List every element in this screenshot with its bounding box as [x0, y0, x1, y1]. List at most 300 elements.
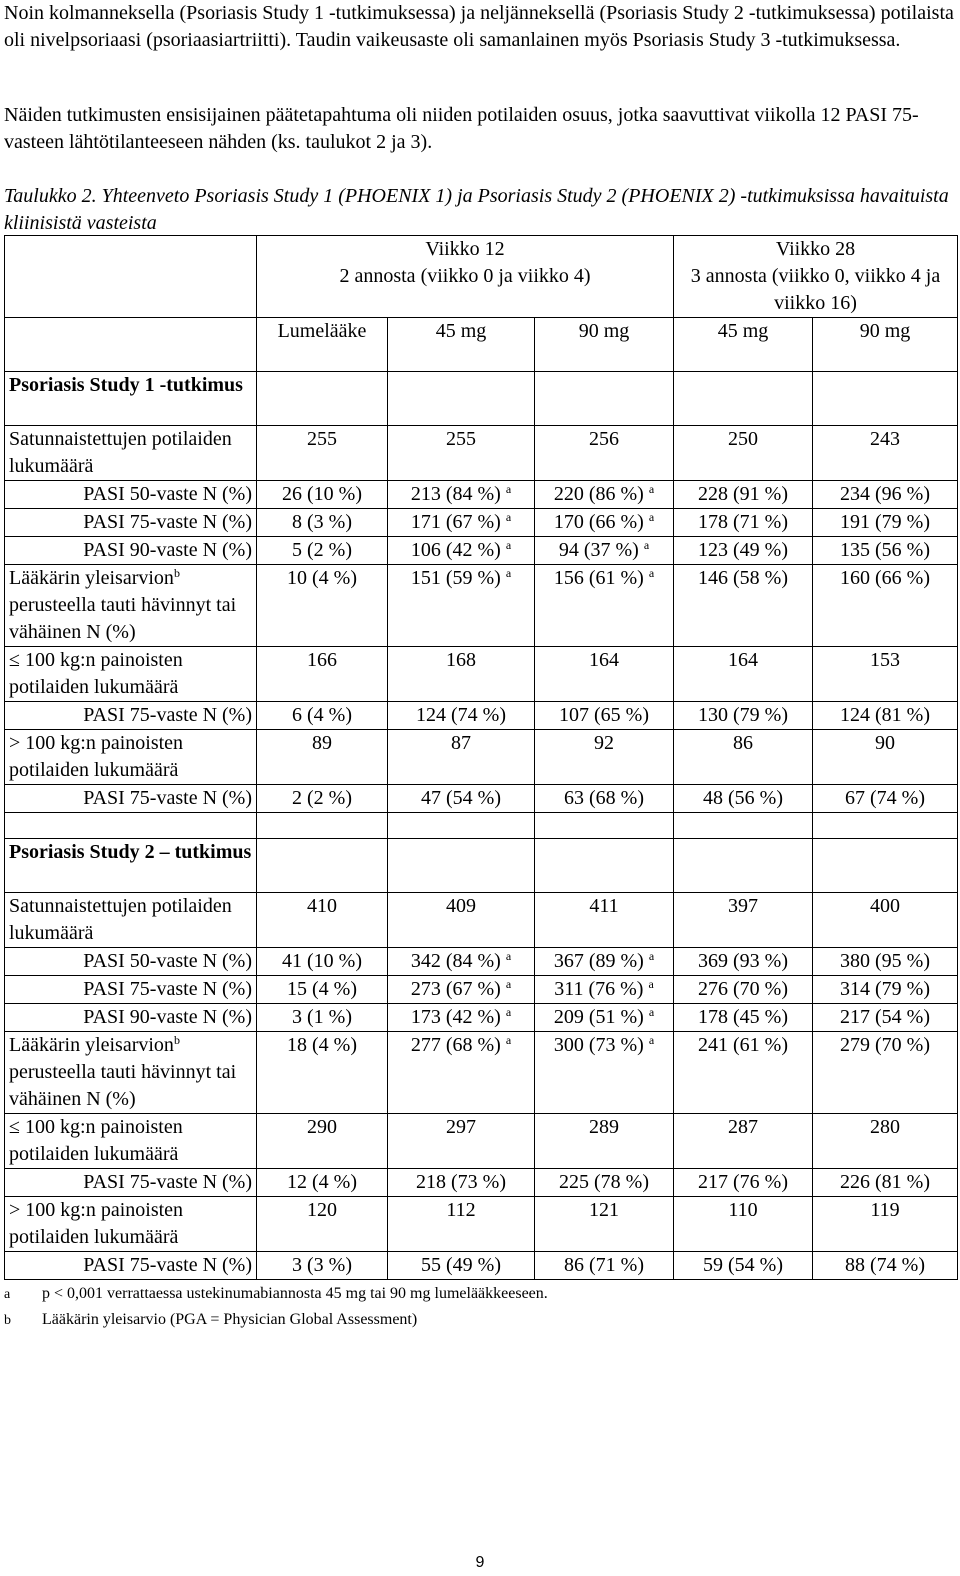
- row-label: [5, 702, 257, 730]
- dose-header-1: 45 mg: [388, 318, 535, 372]
- cell-value: 123 (49 %): [698, 539, 788, 561]
- table-cell: [388, 893, 535, 948]
- cell-value: 277 (68 %): [410, 1034, 501, 1056]
- cell-value: 314 (79 %): [840, 978, 930, 1000]
- table-cell: [813, 1114, 958, 1169]
- table-cell: [813, 730, 958, 785]
- cell-value: 255: [446, 428, 476, 450]
- cell-value: 135 (56 %): [840, 539, 930, 561]
- cell-value: 3 (1 %): [292, 1006, 352, 1028]
- cell-value: 289: [589, 1116, 619, 1138]
- cell-value: 170 (66 %): [553, 511, 644, 533]
- table-row: [5, 1032, 958, 1114]
- dose-header-2: 90 mg: [535, 318, 674, 372]
- cell-value: 209 (51 %): [553, 1006, 644, 1028]
- table-cell: [388, 509, 535, 537]
- table-cell: [535, 481, 674, 509]
- table-cell: [813, 481, 958, 509]
- table-cell: [674, 1032, 813, 1114]
- cell-value: 48 (56 %): [703, 787, 783, 809]
- empty-cell: [813, 839, 958, 893]
- empty-cell: [257, 372, 388, 426]
- cell-value: 342 (84 %): [410, 950, 501, 972]
- cell-value: 273 (67 %): [410, 978, 501, 1000]
- cell-value: 124 (81 %): [840, 704, 930, 726]
- table-cell: [674, 1114, 813, 1169]
- row-label: [5, 1032, 257, 1114]
- table-cell: [674, 1252, 813, 1280]
- significance-marker: a: [505, 566, 512, 580]
- table-row: [5, 1004, 958, 1032]
- table-cell: [257, 426, 388, 481]
- cell-value: 411: [589, 895, 619, 917]
- table-cell: [813, 565, 958, 647]
- cell-value: 311 (76 %): [554, 978, 644, 1000]
- table-cell: [388, 1004, 535, 1032]
- cell-value: 256: [589, 428, 619, 450]
- table-cell: [257, 702, 388, 730]
- cell-value: 228 (91 %): [698, 483, 788, 505]
- empty-cell: [535, 372, 674, 426]
- table-cell: [813, 893, 958, 948]
- row-label-text: PASI 50-vaste N (%): [83, 950, 252, 972]
- table-cell: [535, 509, 674, 537]
- table-row: [5, 481, 958, 509]
- table-cell: [388, 1114, 535, 1169]
- significance-marker: a: [643, 538, 650, 552]
- table-cell: [674, 1004, 813, 1032]
- table-row: [5, 565, 958, 647]
- table-cell: [257, 1032, 388, 1114]
- table-cell: [813, 976, 958, 1004]
- significance-marker: a: [648, 1005, 655, 1019]
- cell-value: 380 (95 %): [840, 950, 930, 972]
- empty-cell: [813, 813, 958, 839]
- table-cell: [388, 948, 535, 976]
- significance-marker: a: [505, 510, 512, 524]
- empty-cell: [257, 839, 388, 893]
- table-cell: [535, 730, 674, 785]
- cell-value: 226 (81 %): [840, 1171, 930, 1193]
- significance-marker: a: [505, 1005, 512, 1019]
- significance-marker: a: [648, 482, 655, 496]
- table-cell: [535, 647, 674, 702]
- table-cell: [674, 509, 813, 537]
- cell-value: 191 (79 %): [840, 511, 930, 533]
- cell-value: 86: [733, 732, 754, 754]
- table-row: [5, 1197, 958, 1252]
- cell-value: 255: [307, 428, 337, 450]
- row-label: [5, 647, 257, 702]
- row-label-text: ≤ 100 kg:n painoisten potilaiden lukumäärä: [9, 649, 183, 698]
- empty-cell: [674, 372, 813, 426]
- cell-value: 168: [446, 649, 476, 671]
- row-label: [5, 1114, 257, 1169]
- cell-value: 88 (74 %): [845, 1254, 925, 1276]
- cell-value: 47 (54 %): [421, 787, 501, 809]
- footnote-a: [4, 1284, 954, 1305]
- table-cell: [535, 1252, 674, 1280]
- table-cell: [535, 1032, 674, 1114]
- cell-value: 397: [728, 895, 759, 917]
- cell-value: 67 (74 %): [845, 787, 925, 809]
- significance-marker: a: [648, 566, 655, 580]
- cell-value: 173 (42 %): [410, 1006, 501, 1028]
- significance-marker: a: [505, 538, 512, 552]
- table-cell: [388, 565, 535, 647]
- row-label-text: PASI 90-vaste N (%): [83, 1006, 252, 1028]
- table-row: [5, 537, 958, 565]
- week28-title: Viikko 28: [775, 238, 856, 260]
- row-label: [5, 893, 257, 948]
- dose-header-0: Lumelääke: [257, 318, 388, 372]
- empty-cell: [674, 839, 813, 893]
- cell-value: 217 (54 %): [840, 1006, 930, 1028]
- cell-value: 3 (3 %): [292, 1254, 352, 1276]
- table-cell: [674, 481, 813, 509]
- row-label: [5, 976, 257, 1004]
- table-cell: [535, 1004, 674, 1032]
- cell-value: 63 (68 %): [564, 787, 644, 809]
- row-label: [5, 509, 257, 537]
- cell-value: 112: [446, 1199, 476, 1221]
- table-cell: [813, 647, 958, 702]
- cell-value: 178 (45 %): [698, 1006, 788, 1028]
- table-cell: [535, 785, 674, 813]
- row-label-text: Satunnaistettujen potilaiden lukumäärä: [9, 428, 232, 477]
- cell-value: 89: [312, 732, 332, 754]
- header-week12: [257, 236, 674, 318]
- table-cell: [388, 976, 535, 1004]
- table-cell: [388, 481, 535, 509]
- cell-value: 6 (4 %): [292, 704, 352, 726]
- table-row: [5, 702, 958, 730]
- table-cell: [388, 730, 535, 785]
- table-cell: [813, 948, 958, 976]
- empty-cell: [535, 839, 674, 893]
- table-cell: [813, 1169, 958, 1197]
- cell-value: 213 (84 %): [410, 483, 501, 505]
- cell-value: 15 (4 %): [287, 978, 357, 1000]
- row-label: [5, 1004, 257, 1032]
- cell-value: 178 (71 %): [698, 511, 788, 533]
- row-label: [5, 426, 257, 481]
- table-cell: [535, 426, 674, 481]
- table-cell: [535, 1114, 674, 1169]
- table-cell: [674, 1197, 813, 1252]
- row-label: [5, 565, 257, 647]
- cell-value: 18 (4 %): [287, 1034, 357, 1056]
- table-cell: [813, 785, 958, 813]
- intro-paragraph-2: Näiden tutkimusten ensisijainen päätetapahtuma oli niiden potilaiden osuus, jotka saavuttivat viikolla 12 PASI 75-vasteen lähtötilanteeseen nähden (ks. taulukot 2 ja 3).: [4, 104, 919, 153]
- empty-cell: [388, 372, 535, 426]
- cell-value: 164: [589, 649, 619, 671]
- table-cell: [674, 426, 813, 481]
- table-cell: [257, 785, 388, 813]
- cell-value: 153: [870, 649, 901, 671]
- table-row: [5, 730, 958, 785]
- significance-marker: a: [505, 977, 512, 991]
- page-number: 9: [475, 1554, 485, 1571]
- row-label-text: ≤ 100 kg:n painoisten potilaiden lukumäärä: [9, 1116, 183, 1165]
- cell-value: 87: [451, 732, 471, 754]
- table-cell: [813, 1032, 958, 1114]
- row-label-text: PASI 75-vaste N (%): [83, 978, 252, 1000]
- table-cell: [674, 785, 813, 813]
- row-label-text: Lääkärin yleisarvion: [9, 567, 174, 589]
- table-cell: [388, 785, 535, 813]
- empty-cell: [535, 813, 674, 839]
- cell-value: 2 (2 %): [292, 787, 352, 809]
- significance-marker: a: [505, 949, 512, 963]
- table-cell: [257, 1114, 388, 1169]
- table-cell: [535, 1169, 674, 1197]
- table-cell: [535, 948, 674, 976]
- row-label-text: > 100 kg:n painoisten potilaiden lukumäärä: [9, 1199, 184, 1248]
- cell-value: 410: [307, 895, 337, 917]
- study2-title-row: [5, 839, 958, 893]
- table-cell: [813, 1004, 958, 1032]
- cell-value: 279 (70 %): [840, 1034, 930, 1056]
- footnote-text: Lääkärin yleisarvio (PGA = Physician Global Assessment): [42, 1311, 418, 1328]
- table-cell: [674, 948, 813, 976]
- week28-subtitle: 3 annosta (viikko 0, viikko 4 ja viikko 16): [690, 265, 941, 314]
- cell-value: 217 (76 %): [698, 1171, 788, 1193]
- row-label-text: PASI 50-vaste N (%): [83, 483, 252, 505]
- study2-title: Psoriasis Study 2 – tutkimus: [5, 839, 257, 893]
- table-cell: [674, 702, 813, 730]
- week12-title: Viikko 12: [425, 238, 505, 260]
- table-cell: [257, 509, 388, 537]
- study1-title: Psoriasis Study 1 -tutkimus: [5, 372, 257, 426]
- week12-subtitle: 2 annosta (viikko 0 ja viikko 4): [339, 265, 591, 287]
- empty-cell: [388, 839, 535, 893]
- row-label-text: PASI 90-vaste N (%): [83, 539, 252, 561]
- cell-value: 297: [446, 1116, 476, 1138]
- table-cell: [813, 426, 958, 481]
- significance-marker: a: [648, 977, 654, 991]
- empty-cell: [257, 813, 388, 839]
- significance-marker: a: [505, 1033, 512, 1047]
- table-cell: [388, 426, 535, 481]
- row-label: [5, 1169, 257, 1197]
- cell-value: 250: [728, 428, 759, 450]
- cell-value: 121: [589, 1199, 619, 1221]
- table-cell: [535, 1197, 674, 1252]
- cell-value: 92: [594, 732, 614, 754]
- cell-value: 41 (10 %): [282, 950, 362, 972]
- row-label-text: PASI 75-vaste N (%): [83, 787, 252, 809]
- table-cell: [257, 1197, 388, 1252]
- table-cell: [535, 537, 674, 565]
- cell-value: 164: [728, 649, 759, 671]
- footnote-text: p < 0,001 verrattaessa ustekinumabiannosta 45 mg tai 90 mg lumelääkkeeseen.: [42, 1285, 548, 1302]
- cell-value: 400: [870, 895, 901, 917]
- table-cell: [388, 647, 535, 702]
- table-row: [5, 976, 958, 1004]
- cell-value: 287: [728, 1116, 759, 1138]
- cell-value: 146 (58 %): [698, 567, 788, 589]
- footnote-mark: a: [4, 1287, 11, 1302]
- table-cell: [257, 893, 388, 948]
- dose-header-3: 45 mg: [674, 318, 813, 372]
- empty-cell: [5, 813, 257, 839]
- cell-value: 124 (74 %): [416, 704, 506, 726]
- cell-value: 12 (4 %): [287, 1171, 357, 1193]
- row-label: [5, 1252, 257, 1280]
- cell-value: 55 (49 %): [421, 1254, 501, 1276]
- cell-value: 106 (42 %): [410, 539, 501, 561]
- cell-value: 26 (10 %): [282, 483, 362, 505]
- table-cell: [388, 702, 535, 730]
- header-empty-cell: [5, 236, 257, 318]
- table-cell: [257, 1004, 388, 1032]
- table-caption: Taulukko 2. Yhteenveto Psoriasis Study 1 (PHOENIX 1) ja Psoriasis Study 2 (PHOENIX 2) -tutkimuksissa havaituista kliinisistä vasteista: [4, 185, 949, 234]
- cell-value: 234 (96 %): [840, 483, 930, 505]
- row-label-text: PASI 75-vaste N (%): [83, 704, 252, 726]
- cell-value: 166: [307, 649, 337, 671]
- empty-cell: [813, 372, 958, 426]
- cell-value: 367 (89 %): [553, 950, 644, 972]
- cell-value: 130 (79 %): [698, 704, 788, 726]
- row-label-text: PASI 75-vaste N (%): [83, 1171, 252, 1193]
- cell-value: 120: [307, 1199, 337, 1221]
- cell-value: 107 (65 %): [559, 704, 649, 726]
- table-cell: [813, 537, 958, 565]
- header-week28: [674, 236, 958, 318]
- table-cell: [674, 647, 813, 702]
- table-row: [5, 509, 958, 537]
- table-cell: [257, 976, 388, 1004]
- row-label-text: PASI 75-vaste N (%): [83, 1254, 252, 1276]
- table-row: [5, 1169, 958, 1197]
- header-row-weeks: [5, 236, 958, 318]
- table-cell: [813, 509, 958, 537]
- cell-value: 8 (3 %): [292, 511, 352, 533]
- row-label-text: Satunnaistettujen potilaiden lukumäärä: [9, 895, 232, 944]
- cell-value: 225 (78 %): [559, 1171, 649, 1193]
- footnote-mark: b: [4, 1313, 11, 1328]
- cell-value: 59 (54 %): [703, 1254, 783, 1276]
- table-cell: [388, 537, 535, 565]
- empty-cell: [674, 813, 813, 839]
- table-cell: [813, 702, 958, 730]
- table-row: [5, 948, 958, 976]
- cell-value: 241 (61 %): [698, 1034, 788, 1056]
- cell-value: 156 (61 %): [553, 567, 644, 589]
- cell-value: 409: [446, 895, 476, 917]
- row-label: [5, 1197, 257, 1252]
- table-cell: [388, 1032, 535, 1114]
- cell-value: 160 (66 %): [840, 567, 930, 589]
- cell-value: 10 (4 %): [287, 567, 357, 589]
- table-cell: [674, 537, 813, 565]
- cell-value: 276 (70 %): [698, 978, 788, 1000]
- row-label-text-2: perusteella tauti hävinnyt tai vähäinen N (%): [9, 594, 237, 643]
- dose-header-4: 90 mg: [813, 318, 958, 372]
- row-label: [5, 785, 257, 813]
- row-label: [5, 481, 257, 509]
- table-cell: [674, 976, 813, 1004]
- table-row: [5, 785, 958, 813]
- cell-value: 220 (86 %): [553, 483, 644, 505]
- cell-value: 110: [728, 1199, 758, 1221]
- significance-marker: a: [648, 949, 655, 963]
- table-cell: [257, 537, 388, 565]
- table-cell: [257, 948, 388, 976]
- table-cell: [535, 702, 674, 730]
- row-label: [5, 948, 257, 976]
- row-label-text: Lääkärin yleisarvion: [9, 1034, 174, 1056]
- empty-cell: [388, 813, 535, 839]
- row-label-text: PASI 75-vaste N (%): [83, 511, 252, 533]
- row-label: [5, 730, 257, 785]
- table-cell: [535, 976, 674, 1004]
- study1-title-row: [5, 372, 958, 426]
- table-cell: [257, 481, 388, 509]
- table-cell: [388, 1252, 535, 1280]
- footnote-marker: b: [173, 1033, 180, 1047]
- intro-paragraph-1: Noin kolmanneksella (Psoriasis Study 1 -tutkimuksessa) ja neljänneksellä (Psoriasis Study 2 -tutkimuksessa) potilaista oli nivelpsoriaasi (psoriaasiartriitti). Taudin vaikeusaste oli samanlainen myös Psoriasis Study 3 -tutkimuksessa.: [4, 2, 954, 51]
- clinical-response-table: [4, 235, 958, 1280]
- table-cell: [674, 1169, 813, 1197]
- table-row: [5, 1114, 958, 1169]
- row-label-text-2: perusteella tauti hävinnyt tai vähäinen N (%): [9, 1061, 237, 1110]
- table-cell: [674, 730, 813, 785]
- footnote-b: [4, 1310, 954, 1331]
- significance-marker: a: [505, 482, 512, 496]
- cell-value: 86 (71 %): [564, 1254, 644, 1276]
- cell-value: 151 (59 %): [410, 567, 501, 589]
- cell-value: 94 (37 %): [558, 539, 639, 561]
- table-cell: [813, 1197, 958, 1252]
- table-cell: [813, 1252, 958, 1280]
- row-label: [5, 537, 257, 565]
- cell-value: 300 (73 %): [553, 1034, 644, 1056]
- table-row: [5, 893, 958, 948]
- table-row: [5, 1252, 958, 1280]
- table-cell: [535, 565, 674, 647]
- table-cell: [388, 1169, 535, 1197]
- table-cell: [257, 565, 388, 647]
- table-cell: [257, 730, 388, 785]
- table-cell: [257, 1252, 388, 1280]
- cell-value: 171 (67 %): [410, 511, 501, 533]
- cell-value: 5 (2 %): [292, 539, 352, 561]
- table-cell: [257, 647, 388, 702]
- header-empty-cell-2: [5, 318, 257, 372]
- table-cell: [388, 1197, 535, 1252]
- cell-value: 90: [875, 732, 896, 754]
- cell-value: 369 (93 %): [698, 950, 788, 972]
- cell-value: 119: [870, 1199, 900, 1221]
- spacer-row: [5, 813, 958, 839]
- table-cell: [535, 893, 674, 948]
- table-row: [5, 426, 958, 481]
- cell-value: 280: [870, 1116, 901, 1138]
- header-row-doses: [5, 318, 958, 372]
- table-cell: [674, 893, 813, 948]
- cell-value: 290: [307, 1116, 337, 1138]
- significance-marker: a: [648, 1033, 655, 1047]
- table-cell: [257, 1169, 388, 1197]
- row-label-text: > 100 kg:n painoisten potilaiden lukumäärä: [9, 732, 184, 781]
- table-cell: [674, 565, 813, 647]
- cell-value: 243: [870, 428, 901, 450]
- table-row: [5, 647, 958, 702]
- cell-value: 218 (73 %): [416, 1171, 506, 1193]
- footnote-marker: b: [173, 566, 180, 580]
